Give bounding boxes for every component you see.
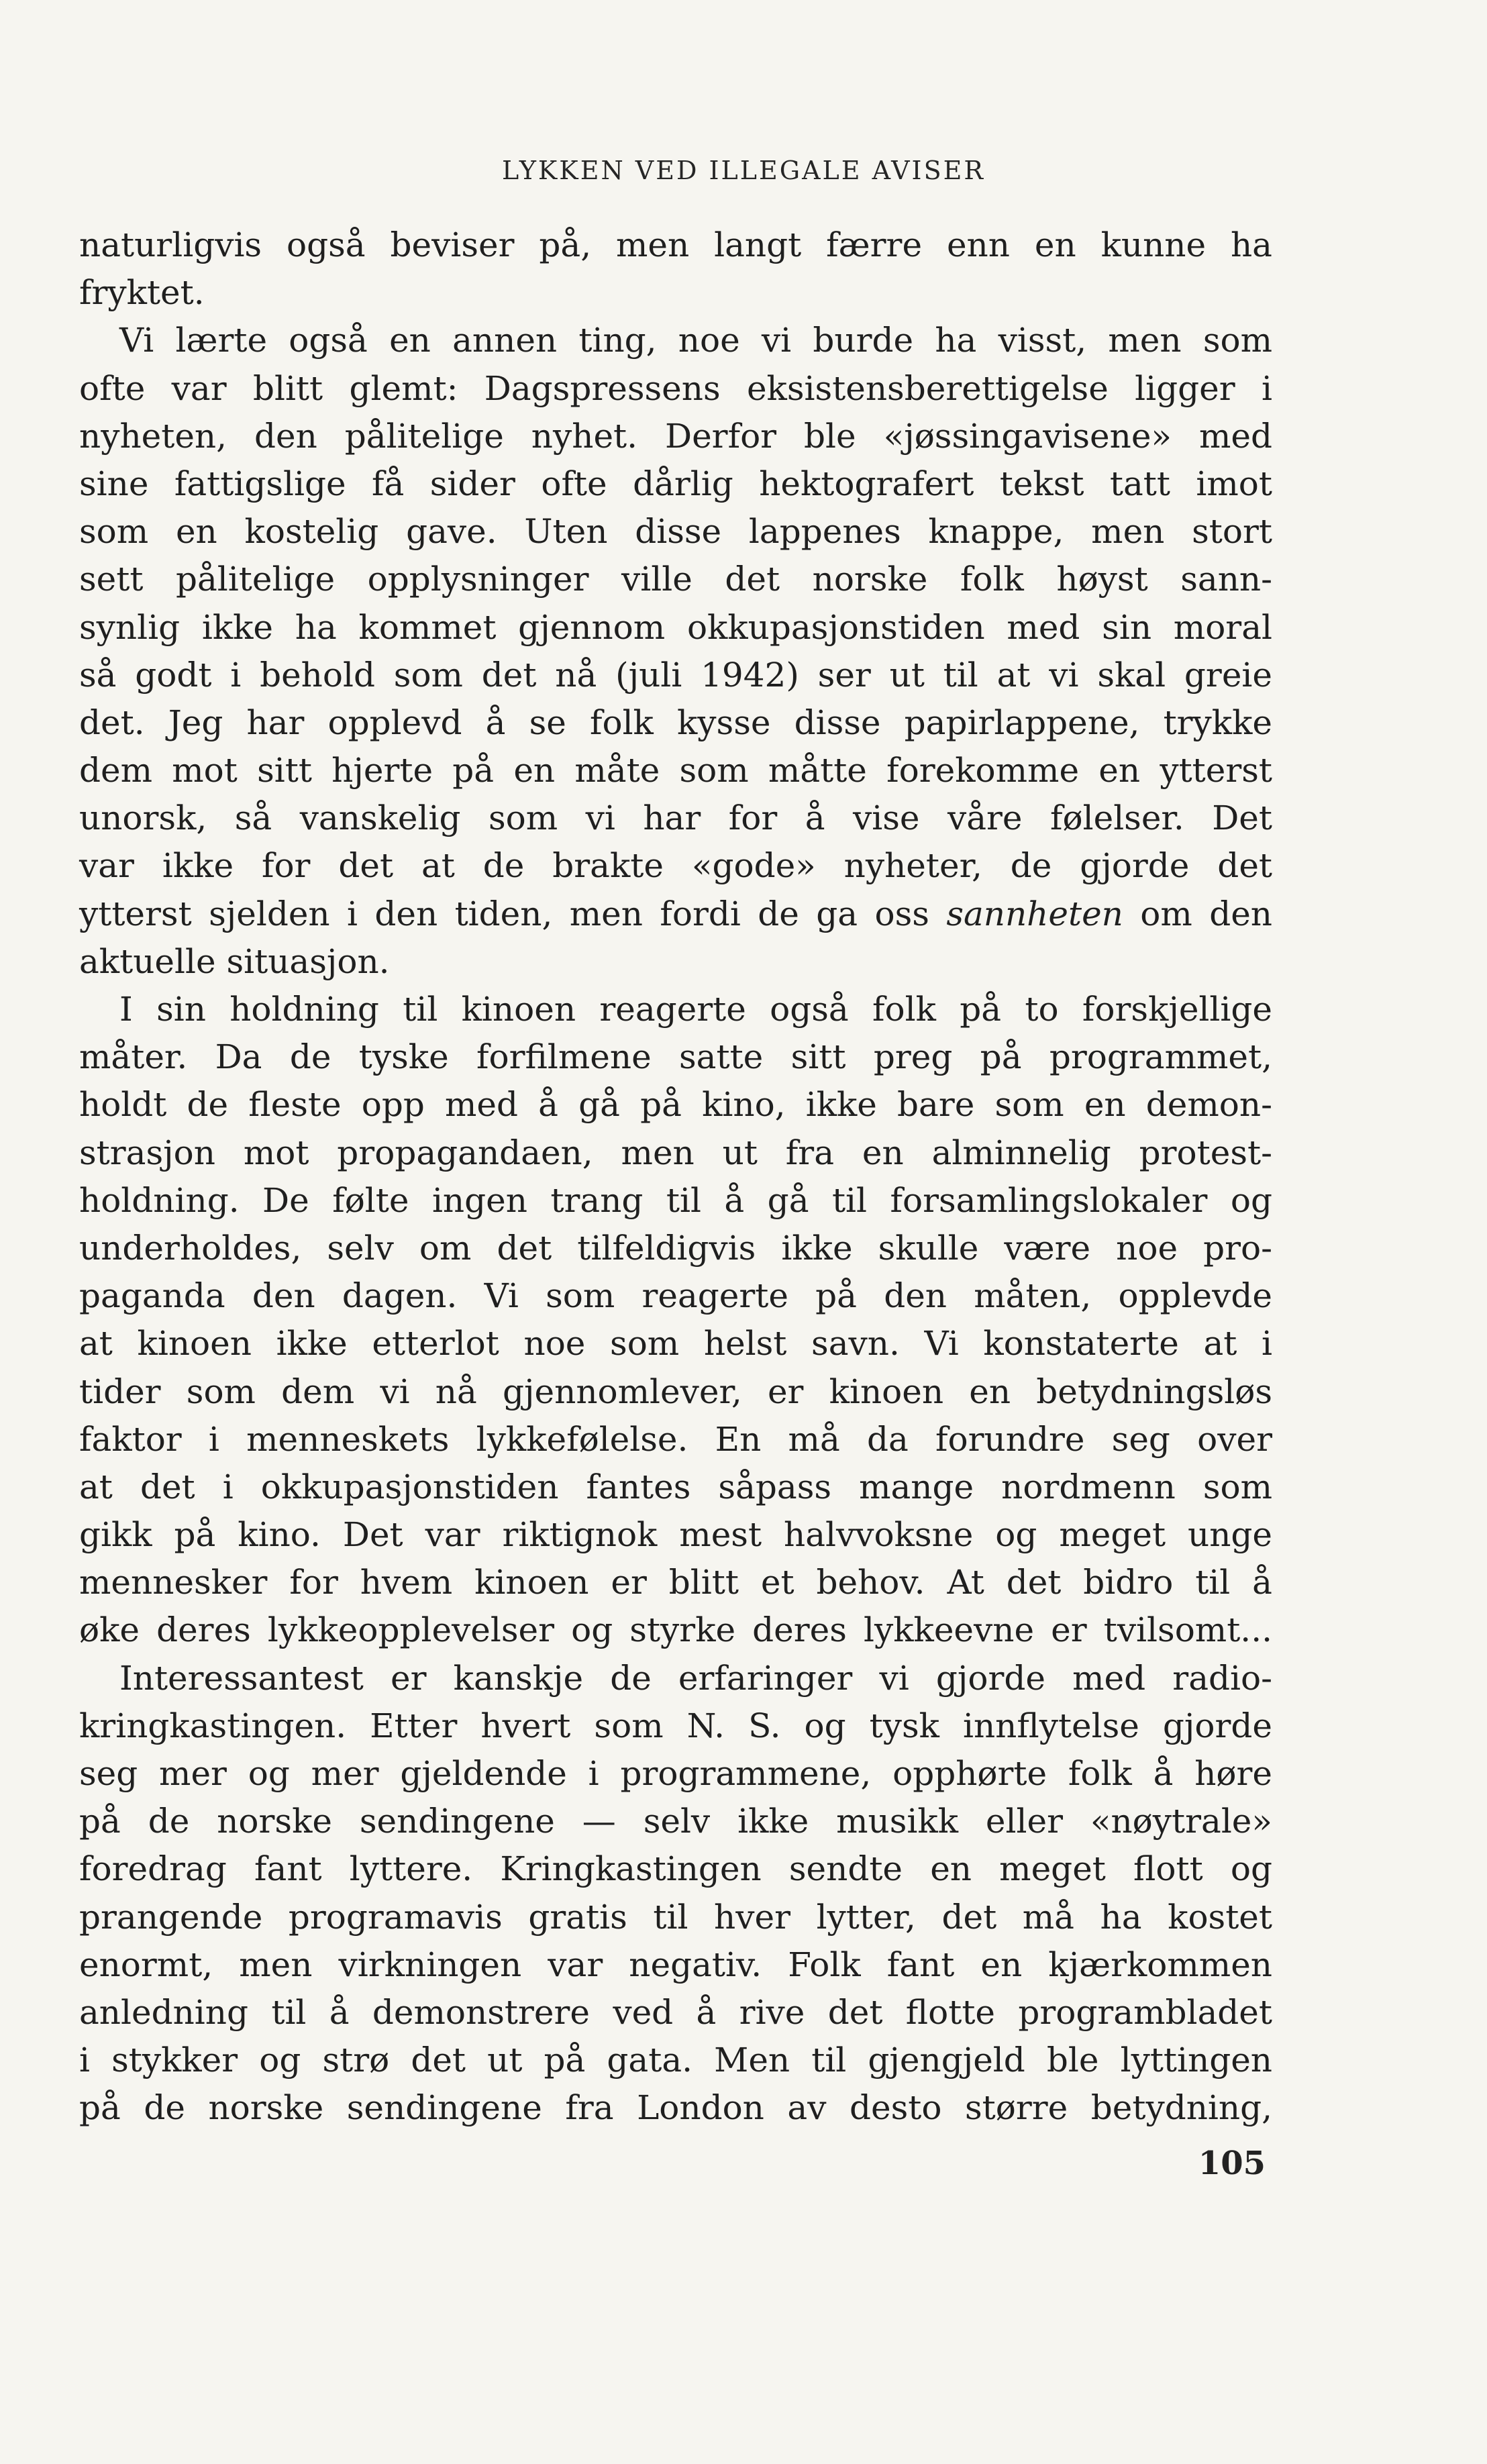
body-text [79,221,1272,2133]
text-line: strasjon mot propagandaen, men ut fra en alminnelig protest- [79,1133,1272,1172]
text-line: at det i okkupasjonstiden fantes såpass mange nordmenn som [79,1467,1272,1506]
text-line: i stykker og strø det ut på gata. Men til gjengjeld ble lyttingen [79,2041,1272,2080]
text-line: på de norske sendingene fra London av desto større betydning, [79,2088,1272,2128]
text-line: naturligvis også beviser på, men langt færre enn en kunne ha [79,225,1272,264]
text-line: holdning. De følte ingen trang til å gå til forsamlingslokaler og [79,1180,1272,1220]
text-line: sett pålitelige opplysninger ville det norske folk høyst sann- [79,560,1272,599]
text-line: Vi lærte også en annen ting, noe vi burde ha visst, men som [119,321,1272,360]
text-line: Interessantest er kanskje de erfaringer vi gjorde med radio- [119,1658,1272,1698]
text-line: var ikke for det at de brakte «gode» nyheter, de gjorde det [79,846,1272,886]
text-line: foredrag fant lyttere. Kringkastingen sendte en meget flott og [79,1849,1272,1889]
text-line: anledning til å demonstrere ved å rive det flotte programbladet [79,1992,1272,2032]
text-line-with-italic [79,890,1272,938]
text-line: måter. Da de tyske forfilmene satte sitt preg på programmet, [79,1037,1272,1077]
page-number: 105 [1198,2145,1266,2182]
text-line: at kinoen ikke etterlot noe som helst savn. Vi konstaterte at i [79,1324,1272,1364]
text-line: underholdes, selv om det tilfeldigvis ikke skulle være noe pro- [79,1228,1272,1268]
text-line: det. Jeg har opplevd å se folk kysse disse papirlappene, trykke [79,703,1272,742]
text-line: unorsk, så vanskelig som vi har for å vise våre følelser. Det [79,799,1272,838]
text-line: prangende programavis gratis til hver lytter, det må ha kostet [79,1897,1272,1937]
running-head: LYKKEN VED ILLEGALE AVISER [502,156,985,185]
text-line: I sin holdning til kinoen reagerte også folk på to forskjellige [119,990,1272,1029]
text-line: aktuelle situasjon. [79,941,390,981]
text-line: seg mer og mer gjeldende i programmene, opphørte folk å høre [79,1754,1272,1793]
text-line: ofte var blitt glemt: Dagspressens eksistensberettigelse ligger i [79,368,1272,408]
text-span: om den [1140,894,1272,933]
text-line: synlig ikke ha kommet gjennom okkupasjonstiden med sin moral [79,607,1272,647]
text-line: paganda den dagen. Vi som reagerte på den måten, opplevde [79,1276,1272,1316]
text-line: gikk på kino. Det var riktignok mest halvvoksne og meget unge [79,1515,1272,1555]
text-line: nyheten, den pålitelige nyhet. Derfor ble «jøssingavisene» med [79,416,1272,456]
text-line: holdt de fleste opp med å gå på kino, ikke bare som en demon- [79,1085,1272,1125]
text-span: ytterst sjelden i den tiden, men fordi de ga oss [79,894,929,933]
text-line: mennesker for hvem kinoen er blitt et behov. At det bidro til å [79,1563,1272,1602]
text-line: enormt, men virkningen var negativ. Folk fant en kjærkommen [79,1945,1272,1984]
text-line: som en kostelig gave. Uten disse lappenes knappe, men stort [79,512,1272,552]
text-line: tider som dem vi nå gjennomlever, er kinoen en betydningsløs [79,1372,1272,1411]
text-line: kringkastingen. Etter hvert som N. S. og tysk innflytelse gjorde [79,1706,1272,1745]
text-line: dem mot sitt hjerte på en måte som måtte forekomme en ytterst [79,751,1272,790]
text-line: øke deres lykkeopplevelser og styrke deres lykkeevne er tvilsomt... [79,1610,1272,1650]
text-line: på de norske sendingene — selv ikke musikk eller «nøytrale» [79,1802,1272,1841]
text-line: faktor i menneskets lykkefølelse. En må da forundre seg over [79,1419,1272,1459]
text-line: fryktet. [79,273,205,313]
italic-word: sannheten [946,894,1123,933]
text-line: sine fattigslige få sider ofte dårlig hektografert tekst tatt imot [79,464,1272,503]
text-line: så godt i behold som det nå (juli 1942) ser ut til at vi skal greie [79,655,1272,695]
